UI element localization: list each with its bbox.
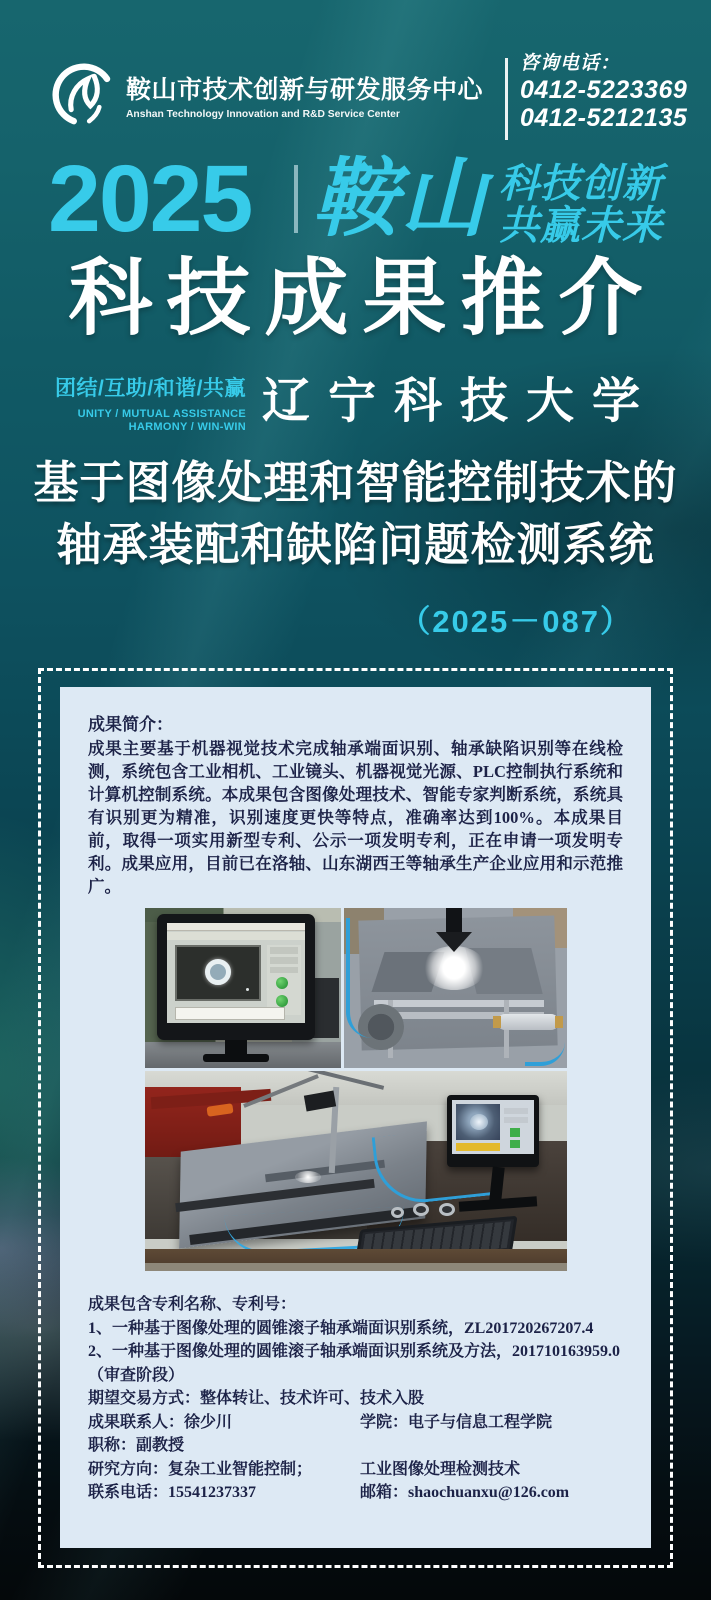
phone-number-1: 0412-5223369 xyxy=(520,76,688,104)
photo2-light-glow xyxy=(422,946,486,990)
banner-separator xyxy=(294,165,298,233)
project-title-line1: 基于图像处理和智能控制技术的 xyxy=(33,457,678,508)
phone-label: 咨询电话： xyxy=(520,53,621,74)
contact-person: 成果联系人：徐少川 xyxy=(88,1413,233,1431)
research-direction-left: 研究方向：复杂工业智能控制； xyxy=(88,1460,313,1478)
org-name xyxy=(126,70,486,120)
job-title: 职称：副教授 xyxy=(88,1437,185,1454)
header-divider xyxy=(505,58,508,140)
photo-machine-top-view xyxy=(344,908,567,1068)
college: 学院：电子与信息工程学院 xyxy=(360,1413,553,1431)
header xyxy=(0,50,711,150)
research-direction-right: 工业图像处理检测技术 xyxy=(360,1460,521,1478)
photo3-light-spot xyxy=(295,1171,321,1183)
patents-label: 成果包含专利名称、专利号： xyxy=(88,1296,297,1313)
photo1-monitor xyxy=(157,914,315,1040)
photo1-screen xyxy=(167,923,305,1023)
contact-row xyxy=(88,1411,623,1435)
phone-number-2: 0412-5212135 xyxy=(520,104,688,132)
project-code: （2025－087） xyxy=(399,604,633,639)
photo1-menubar xyxy=(167,923,305,931)
photo3-bearing-ring-2 xyxy=(413,1203,429,1216)
motto-block xyxy=(55,372,246,434)
intro-text: 成果主要基于机器视觉技术完成轴承端面识别、轴承缺陷识别等在线检测，系统包含工业相机、工业镜头、机器视觉光源、PLC控制执行系统和计算机控制系统。本成果包含图像处理技术、智能专家判断系统，系统具有识别更为精准，识别速度更快等特点，准确率达到100%。本成果目前，取得一项实用新型专利、公示一项发明专利，正在申请一项发明专利。成果应用，目前已在洛轴、山东湖西王等轴承生产企业应用和示范推广。 xyxy=(88,739,623,896)
photo3-monitor xyxy=(447,1095,539,1167)
org-logo-icon xyxy=(52,58,116,128)
photo1-side-panel xyxy=(267,945,301,1015)
photo2-blue-tube-right xyxy=(525,1028,565,1066)
photo1-toolbar xyxy=(167,932,305,940)
dashed-frame xyxy=(38,668,673,1568)
photo1-bearing-ring xyxy=(205,959,231,985)
photo-collage xyxy=(145,908,567,1271)
motto-en xyxy=(55,408,246,434)
photo3-screen xyxy=(452,1100,534,1154)
patent-item-1: 1、一种基于图像处理的圆锥滚子轴承端面识别系统，ZL201720267207.4 xyxy=(88,1319,594,1337)
photo2-cylinder-cap-2 xyxy=(555,1016,563,1028)
photo3-bearing-ring-1 xyxy=(391,1207,404,1218)
banner-slogan-line2: 共赢未来 xyxy=(499,204,663,248)
photo2-cylinder-cap-1 xyxy=(493,1016,501,1028)
org-name-en: Anshan Technology Innovation and R&D Service Center xyxy=(126,109,400,120)
motto-en-line2: HARMONY / WIN-WIN xyxy=(128,421,247,433)
contact-email: 邮箱：shaochuanxu@126.com xyxy=(360,1484,570,1501)
contact-phone: 联系电话：15541237337 xyxy=(88,1484,257,1501)
project-title-line2: 轴承装配和缺陷问题检测系统 xyxy=(56,519,655,570)
photo1-panel-buttons xyxy=(270,947,298,973)
main-title: 科技成果推介 xyxy=(68,251,657,345)
photo2-camera xyxy=(446,908,462,934)
photo3-bearing-image xyxy=(456,1104,500,1140)
photo1-green-button-1 xyxy=(276,977,288,989)
photo1-green-button-2 xyxy=(276,995,288,1007)
photo1-image-area xyxy=(175,945,261,1001)
project-title xyxy=(0,452,711,576)
photo-monitor-vision-software xyxy=(145,908,341,1068)
banner-year: 2025 xyxy=(48,146,252,252)
org-name-cn: 鞍山市技术创新与研发服务中心 xyxy=(126,76,484,104)
patent-item-2: 2、一种基于图像处理的圆锥滚子轴承端面识别系统及方法，201710163959.0（审查阶段） xyxy=(88,1343,621,1384)
banner-slogan xyxy=(499,163,663,247)
photo3-floor xyxy=(145,1263,567,1271)
photo2-blue-tube-left xyxy=(346,918,372,1038)
phone-block xyxy=(520,54,687,131)
photo-test-bench xyxy=(145,1071,567,1271)
photo1-monitor-neck xyxy=(225,1040,247,1054)
trade-mode: 期望交易方式：整体转让、技术许可、技术入股 xyxy=(88,1390,425,1407)
motto-cn: 团结/互助/和谐/共赢 xyxy=(55,377,247,400)
motto-en-line1: UNITY / MUTUAL ASSISTANCE xyxy=(77,408,247,420)
research-row xyxy=(88,1458,623,1482)
photo3-bearing-ring-3 xyxy=(439,1203,455,1216)
photo1-status-strip xyxy=(175,1007,285,1020)
banner-slogan-line1: 科技创新 xyxy=(499,162,663,206)
intro-label: 成果简介： xyxy=(88,715,173,734)
photo1-monitor-base xyxy=(203,1054,269,1062)
photo1-side-object xyxy=(313,978,339,1038)
university-name: 辽宁科技大学 xyxy=(261,375,658,428)
banner-city: 鞍山 xyxy=(312,151,488,247)
photo3-bearing-blob xyxy=(470,1114,488,1130)
contact-info-row xyxy=(88,1481,623,1505)
photo3-yellow-toolbar xyxy=(456,1143,500,1151)
photo2-lens-cone xyxy=(436,932,472,952)
content-card xyxy=(60,687,651,1548)
photo1-cursor-dot xyxy=(246,988,249,991)
photo3-screen-buttons xyxy=(504,1108,528,1148)
details-block xyxy=(88,1293,623,1505)
banner-row xyxy=(0,146,711,255)
photo2-frame-bar xyxy=(374,1000,544,1007)
